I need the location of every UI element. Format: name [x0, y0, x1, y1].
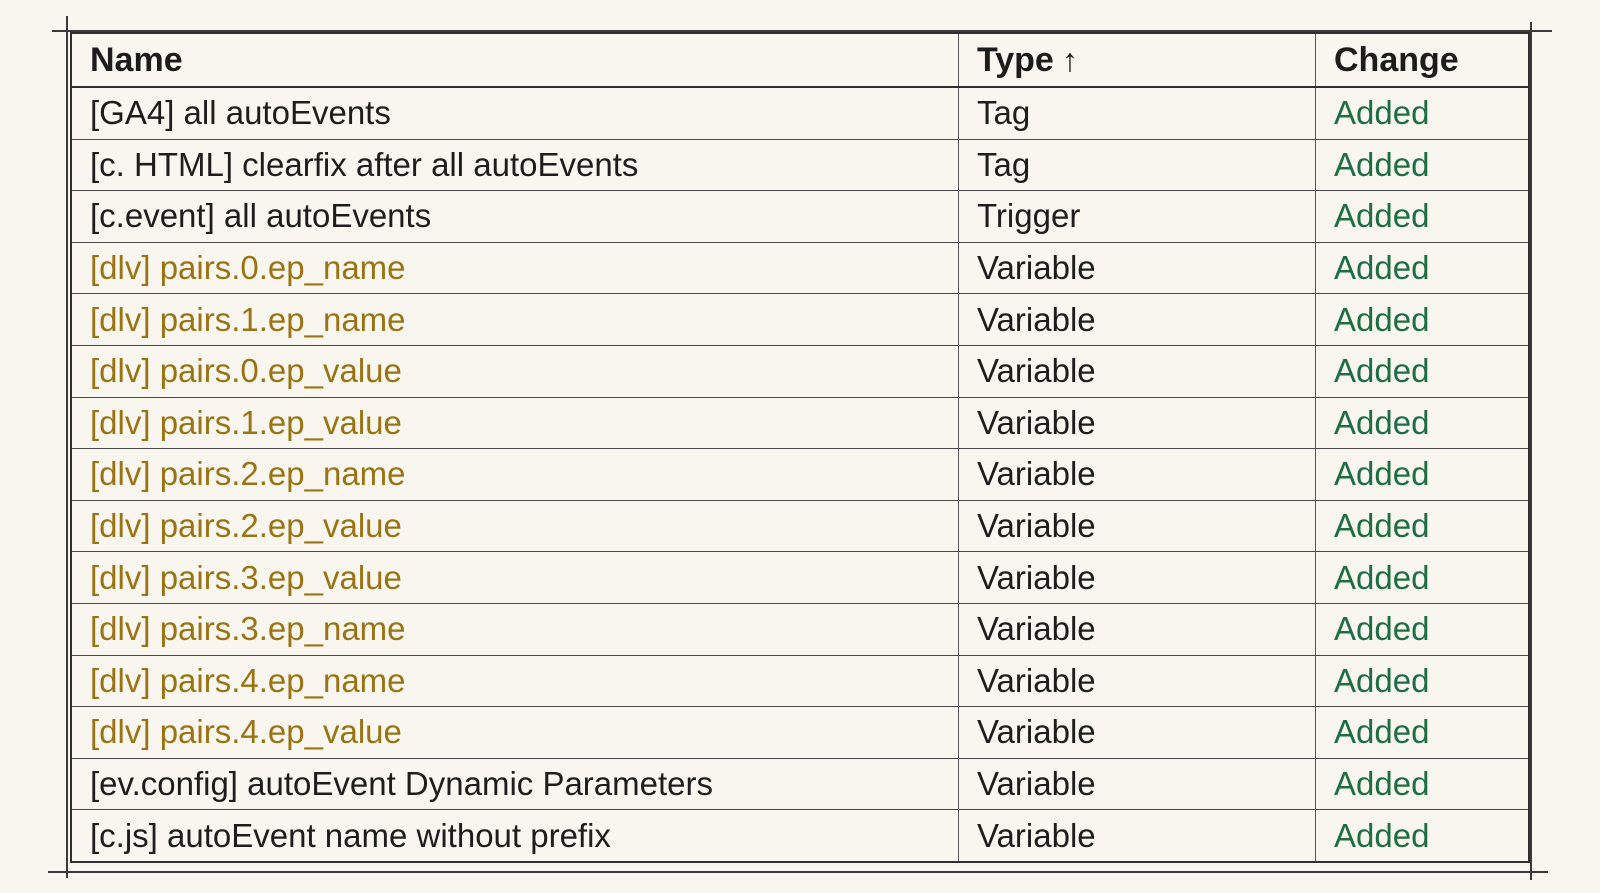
cell-name[interactable]: [c. HTML] clearfix after all autoEvents — [71, 139, 959, 191]
cell-name[interactable]: [ev.config] autoEvent Dynamic Parameters — [71, 758, 959, 810]
table-row[interactable] — [71, 655, 1529, 707]
table-row[interactable] — [71, 552, 1529, 604]
cell-change: Added — [1316, 758, 1530, 810]
table-header-row — [71, 33, 1529, 87]
cell-change: Added — [1316, 552, 1530, 604]
cell-type: Variable — [959, 552, 1316, 604]
cell-change: Added — [1316, 294, 1530, 346]
changes-table — [70, 32, 1530, 863]
column-header-name[interactable] — [71, 33, 959, 87]
column-header-type-label: Type — [977, 40, 1054, 79]
cell-name[interactable]: [GA4] all autoEvents — [71, 87, 959, 139]
cell-name[interactable]: [dlv] pairs.4.ep_value — [71, 707, 959, 759]
cell-type: Variable — [959, 758, 1316, 810]
table-row[interactable] — [71, 758, 1529, 810]
table-row[interactable] — [71, 87, 1529, 139]
cell-type: Tag — [959, 87, 1316, 139]
cell-change: Added — [1316, 500, 1530, 552]
arrow-up-icon[interactable]: ↑ — [1061, 41, 1078, 78]
sketch-line-bottom — [48, 871, 1548, 873]
cell-type: Variable — [959, 449, 1316, 501]
column-header-change[interactable] — [1316, 33, 1530, 87]
sketch-line-left — [66, 16, 68, 878]
cell-name[interactable]: [dlv] pairs.0.ep_name — [71, 242, 959, 294]
cell-type: Variable — [959, 397, 1316, 449]
cell-type: Variable — [959, 810, 1316, 862]
column-header-change-label: Change — [1334, 40, 1459, 79]
cell-type: Variable — [959, 294, 1316, 346]
cell-type: Trigger — [959, 191, 1316, 243]
cell-name[interactable]: [dlv] pairs.1.ep_name — [71, 294, 959, 346]
cell-name[interactable]: [dlv] pairs.4.ep_name — [71, 655, 959, 707]
cell-name[interactable]: [dlv] pairs.1.ep_value — [71, 397, 959, 449]
table-row[interactable] — [71, 449, 1529, 501]
table-row[interactable] — [71, 397, 1529, 449]
cell-change: Added — [1316, 139, 1530, 191]
cell-name[interactable]: [dlv] pairs.2.ep_name — [71, 449, 959, 501]
cell-type: Variable — [959, 655, 1316, 707]
cell-change: Added — [1316, 87, 1530, 139]
cell-change: Added — [1316, 191, 1530, 243]
table-row[interactable] — [71, 242, 1529, 294]
cell-change: Added — [1316, 707, 1530, 759]
table-body — [71, 87, 1529, 862]
table-row[interactable] — [71, 345, 1529, 397]
cell-type: Variable — [959, 242, 1316, 294]
cell-name[interactable]: [dlv] pairs.3.ep_name — [71, 603, 959, 655]
cell-type: Variable — [959, 603, 1316, 655]
cell-type: Variable — [959, 345, 1316, 397]
cell-name[interactable]: [dlv] pairs.0.ep_value — [71, 345, 959, 397]
cell-change: Added — [1316, 449, 1530, 501]
cell-change: Added — [1316, 655, 1530, 707]
table-row[interactable] — [71, 191, 1529, 243]
sketch-line-right — [1530, 22, 1532, 880]
cell-type: Tag — [959, 139, 1316, 191]
cell-name[interactable]: [c.js] autoEvent name without prefix — [71, 810, 959, 862]
cell-name[interactable]: [dlv] pairs.2.ep_value — [71, 500, 959, 552]
cell-name[interactable]: [c.event] all autoEvents — [71, 191, 959, 243]
cell-change: Added — [1316, 242, 1530, 294]
cell-type: Variable — [959, 707, 1316, 759]
table-row[interactable] — [71, 810, 1529, 862]
table-row[interactable] — [71, 603, 1529, 655]
cell-change: Added — [1316, 810, 1530, 862]
table-row[interactable] — [71, 707, 1529, 759]
cell-type: Variable — [959, 500, 1316, 552]
column-header-name-label: Name — [90, 40, 183, 79]
table-row[interactable] — [71, 500, 1529, 552]
table-row[interactable] — [71, 294, 1529, 346]
cell-change: Added — [1316, 345, 1530, 397]
table-row[interactable] — [71, 139, 1529, 191]
cell-name[interactable]: [dlv] pairs.3.ep_value — [71, 552, 959, 604]
cell-change: Added — [1316, 603, 1530, 655]
cell-change: Added — [1316, 397, 1530, 449]
column-header-type[interactable] — [959, 33, 1316, 87]
